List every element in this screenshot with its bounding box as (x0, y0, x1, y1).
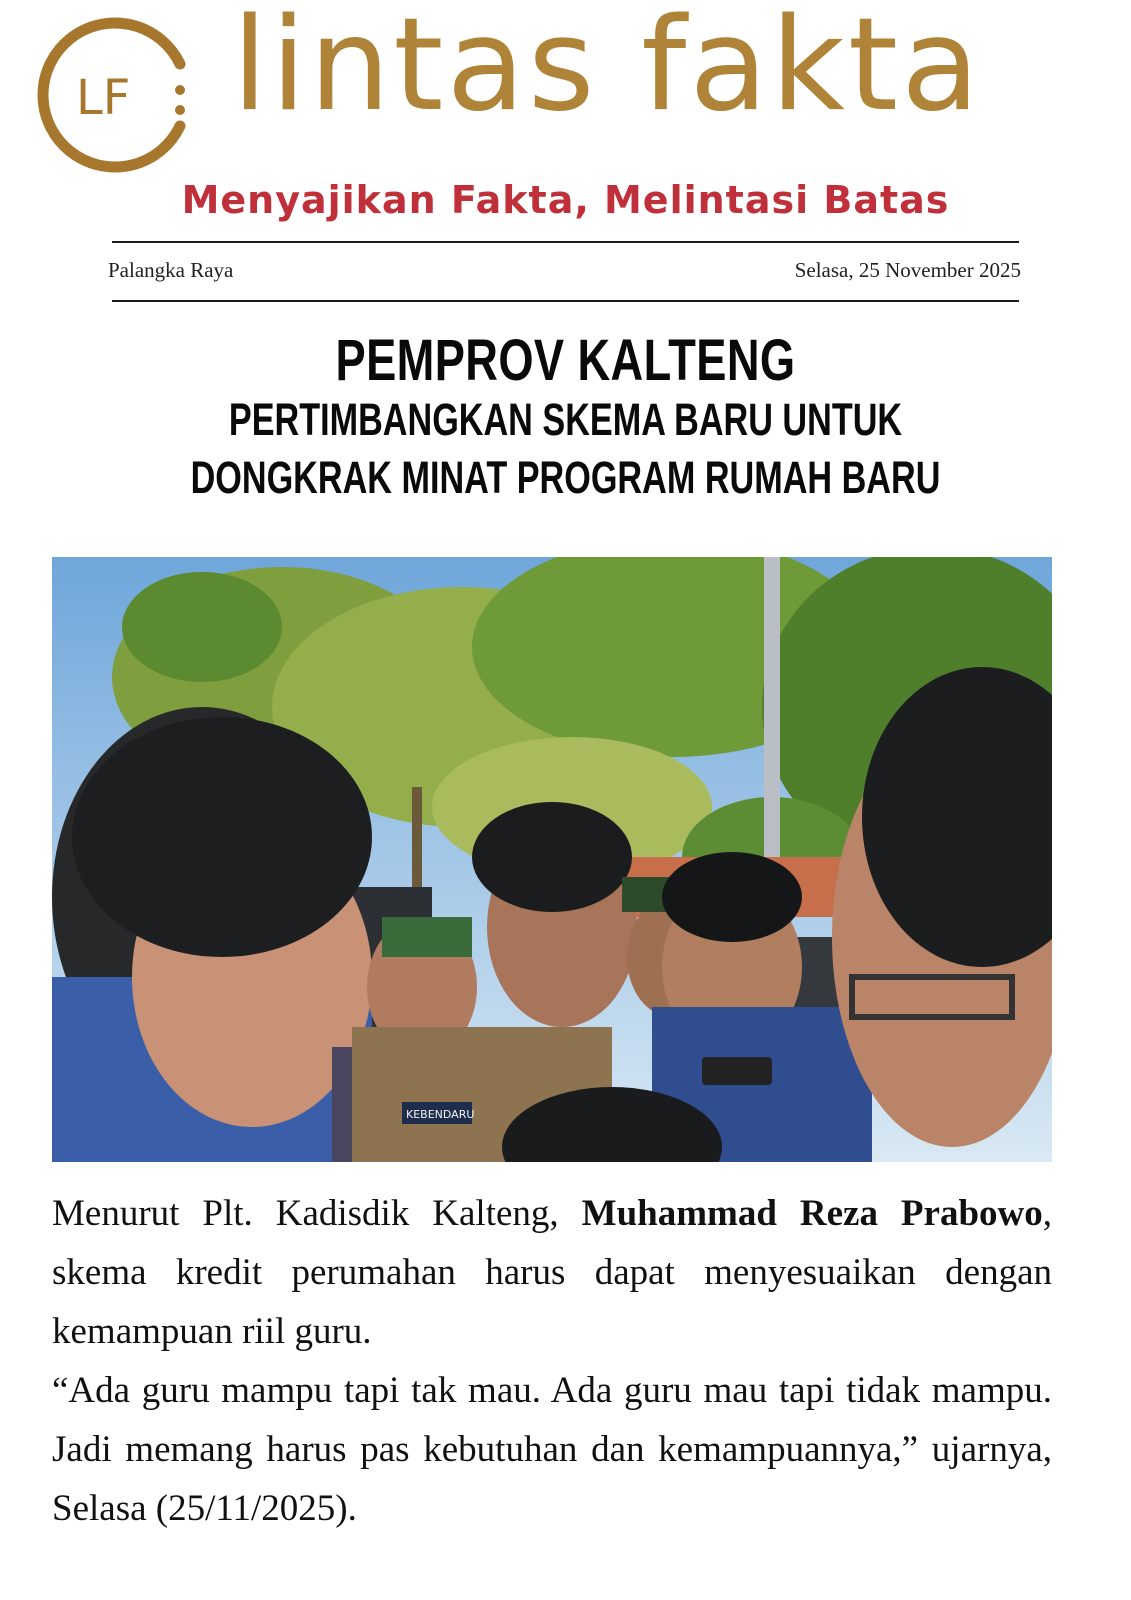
headline-line-1: PEMPROV KALTENG (335, 328, 796, 393)
article-body (52, 1184, 1052, 1538)
bottom-divider (112, 300, 1019, 302)
logo-initials: LF (76, 70, 131, 126)
headline-line-2: PERTIMBANGKAN SKEMA BARU UNTUK (228, 394, 903, 445)
news-photo-illustration (52, 557, 1052, 1162)
dateline-location: Palangka Raya (108, 258, 234, 282)
article-p1-lead: Menurut Plt. Kadisdik Kalteng, (52, 1193, 582, 1234)
tagline: Menyajikan Fakta, Melintasi Batas (181, 178, 950, 222)
dateline-date: Selasa, 25 November 2025 (794, 258, 1021, 282)
uniform-badge-text: KEBENDARU (406, 1108, 475, 1121)
news-photo (52, 557, 1052, 1162)
article-source-name: Muhammad Reza Prabowo (581, 1193, 1043, 1234)
article-paragraph-1 (52, 1184, 1052, 1361)
brand-name: lintas fakta (232, 0, 983, 140)
headline (0, 330, 1131, 508)
masthead (0, 0, 1131, 240)
top-divider (112, 241, 1019, 243)
lintas-fakta-logo-icon (30, 14, 200, 174)
article-p1-rest: , skema kredit perumahan harus dapat menyesuaikan dengan kemampuan riil guru. (52, 1193, 1052, 1352)
article-paragraph-2: “Ada guru mampu tapi tak mau. Ada guru mau tapi tidak mampu. Jadi memang harus pas kebutuhan dan kemampuannya,” ujarnya, Selasa (25/11/2025). (52, 1370, 1052, 1529)
headline-line-3: DONGKRAK MINAT PROGRAM RUMAH BARU (190, 452, 941, 503)
dateline (108, 258, 1021, 288)
